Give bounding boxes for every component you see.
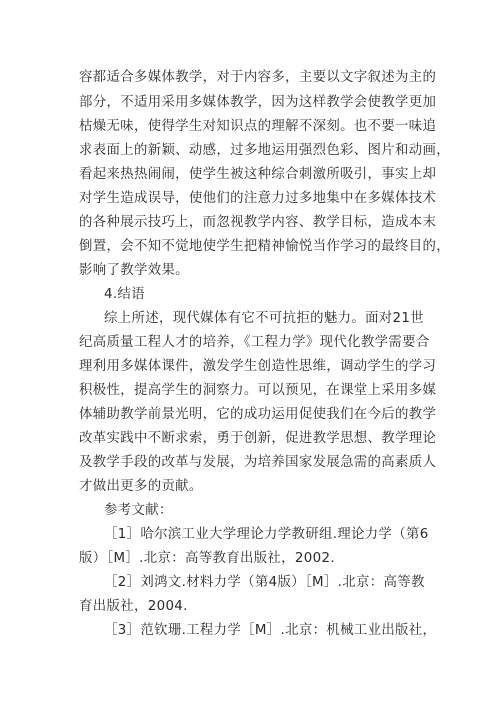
references-heading: 参考文献： xyxy=(104,503,173,518)
paragraph-line: 影响了教学效果。 xyxy=(79,263,189,278)
conclusion-line: 改革实践中不断求索，勇于创新，促进教学思想、教学理论 xyxy=(79,431,437,446)
paragraph-line: 的各种展示技巧上，而忽视教学内容、教学目标，造成本末 xyxy=(79,215,437,230)
conclusion-line: 纪高质量工程人才的培养，《工程力学》现代化教学需要合 xyxy=(79,335,430,350)
reference-line: ［3］范钦珊.工程力学［M］.北京：机械工业出版社， xyxy=(104,623,437,638)
paragraph-line: 容都适合多媒体教学，对于内容多，主要以文字叙述为主的 xyxy=(79,70,437,85)
conclusion-line: 及教学手段的改革与发展，为培养国家发展急需的高素质人 xyxy=(79,455,437,470)
paragraph-line: 求表面上的新颖、动感，过多地运用强烈色彩、图片和动画， xyxy=(79,143,450,158)
paragraph-line: 对学生造成误导，使他们的注意力过多地集中在多媒体技术 xyxy=(79,191,437,206)
reference-line: 育出版社，2004. xyxy=(79,599,188,614)
paragraph-line: 倒置，会不知不觉地使学生把精神愉悦当作学习的最终目的， xyxy=(79,239,450,254)
reference-line: 版）［M］.北京：高等教育出版社，2002. xyxy=(79,551,336,566)
paragraph-line: 枯燥无味，使得学生对知识点的理解不深刻。也不要一味追 xyxy=(79,119,437,134)
reference-line: ［1］哈尔滨工业大学理论力学教研组.理论力学（第6 xyxy=(104,527,429,542)
conclusion-line: 综上所述，现代媒体有它不可抗拒的魅力。面对21世 xyxy=(104,311,425,326)
paragraph-line: 部分，不适用采用多媒体教学，因为这样教学会使教学更加 xyxy=(79,95,437,110)
section-heading: 4.结语 xyxy=(104,287,145,302)
conclusion-line: 才做出更多的贡献。 xyxy=(79,479,203,494)
paragraph-line: 看起来热热闹闹，使学生被这种综合刺激所吸引，事实上却 xyxy=(79,167,437,182)
conclusion-line: 积极性，提高学生的洞察力。可以预见，在课堂上采用多媒 xyxy=(79,383,437,398)
conclusion-line: 理利用多媒体课件，激发学生创造性思维，调动学生的学习 xyxy=(79,359,437,374)
reference-line: ［2］刘鸿文.材料力学（第4版）［M］.北京：高等教 xyxy=(104,575,425,590)
conclusion-line: 体辅助教学前景光明，它的成功运用促使我们在今后的教学 xyxy=(79,407,437,422)
